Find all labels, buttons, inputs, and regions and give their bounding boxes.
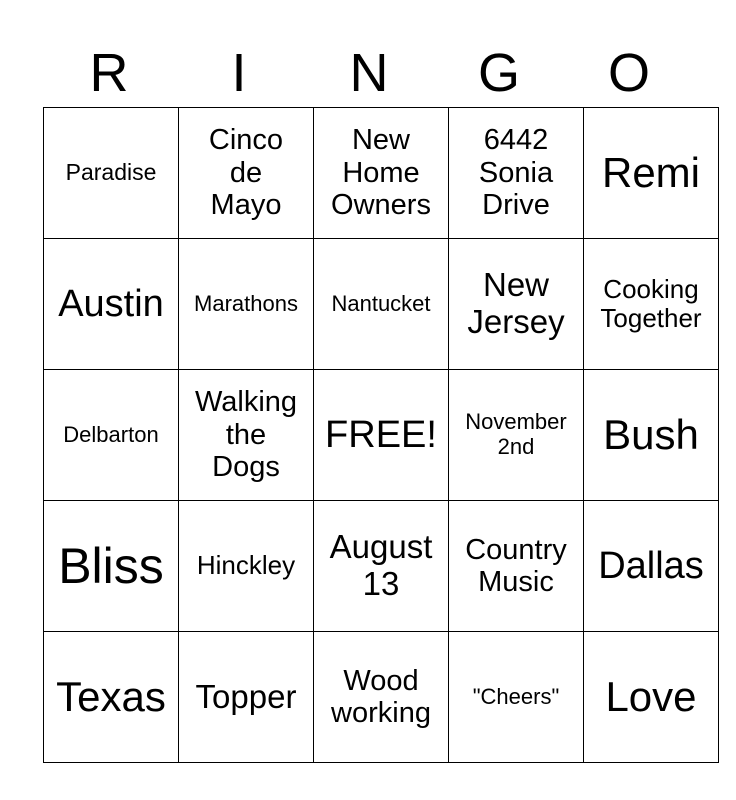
bingo-cell[interactable]: Bliss (44, 501, 179, 632)
board-row-4 (44, 501, 719, 632)
bingo-cell[interactable]: Cooking Together (584, 239, 719, 370)
header-letter-1: R (89, 43, 129, 103)
bingo-cell[interactable]: Dallas (584, 501, 719, 632)
bingo-cell[interactable]: Walking the Dogs (179, 370, 314, 501)
bingo-cell[interactable]: Paradise (44, 108, 179, 239)
bingo-cell[interactable]: Nantucket (314, 239, 449, 370)
board-row-2 (44, 239, 719, 370)
bingo-cell[interactable]: August 13 (314, 501, 449, 632)
bingo-cell[interactable]: Love (584, 632, 719, 763)
bingo-cell[interactable]: Wood working (314, 632, 449, 763)
header-letter-4: G (477, 43, 520, 103)
header-letter-5: O (607, 43, 650, 103)
bingo-cell[interactable]: Remi (584, 108, 719, 239)
board-row-5 (44, 632, 719, 763)
bingo-cell[interactable]: Country Music (449, 501, 584, 632)
bingo-cell[interactable]: 6442 Sonia Drive (449, 108, 584, 239)
bingo-cell[interactable]: Delbarton (44, 370, 179, 501)
board-row-1 (44, 108, 719, 239)
bingo-cell[interactable]: Cinco de Mayo (179, 108, 314, 239)
bingo-cell[interactable]: Hinckley (179, 501, 314, 632)
bingo-cell[interactable]: New Jersey (449, 239, 584, 370)
bingo-board (43, 107, 719, 763)
bingo-cell[interactable]: Topper (179, 632, 314, 763)
free-space-cell[interactable]: FREE! (314, 370, 449, 501)
bingo-cell[interactable]: "Cheers" (449, 632, 584, 763)
bingo-cell[interactable]: November 2nd (449, 370, 584, 501)
bingo-header (44, 40, 694, 106)
board-row-3 (44, 370, 719, 501)
header-letter-2: I (231, 43, 247, 103)
bingo-cell[interactable]: New Home Owners (314, 108, 449, 239)
bingo-cell[interactable]: Austin (44, 239, 179, 370)
bingo-cell[interactable]: Texas (44, 632, 179, 763)
bingo-cell[interactable]: Marathons (179, 239, 314, 370)
bingo-cell[interactable]: Bush (584, 370, 719, 501)
header-letter-3: N (349, 43, 389, 103)
